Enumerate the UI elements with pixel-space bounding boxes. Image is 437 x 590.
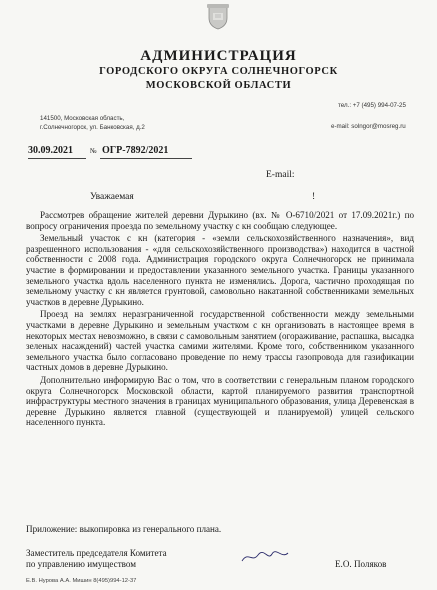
phone-number: тел.: +7 (495) 994-07-25 bbox=[338, 102, 406, 109]
greeting: Уважаемая bbox=[90, 192, 134, 202]
letter-date: 30.09.2021 bbox=[28, 145, 73, 156]
letter-number: ОГР-7892/2021 bbox=[102, 145, 169, 156]
address-line-1: 141500, Московская область, bbox=[40, 115, 125, 122]
letter-body bbox=[26, 210, 414, 428]
paragraph: Земельный участок с кн (категория - «земли сельскохозяйственного назначения», вид разрешенного использования - «для сельскохозяйственного производства») находится в частной собственности с 2008 года. Администрация городского округа Солнечногорск не принимала участие в формировании и предоставлении указанного земельного участка. Границы указанного земельного участка вдоль населенного пункта не изменялись. Дорога, частично проходящая по земельному участку с кн является грунтовой, самовольно накатанной собственниками земельных участков в деревне Дурыкино. bbox=[26, 233, 414, 307]
paragraph: Дополнительно информирую Вас о том, что в соответствии с генеральным планом городского округа Солнечногорск Московской области, картой планируемого развития транспортной инфраструктуры местного значения в границах муниципального образования, улица Деревенская в деревне Дурыкино является главной (существующей и планируемой) улицей сельского населенного пункта. bbox=[26, 374, 414, 428]
page-title: АДМИНИСТРАЦИЯ bbox=[140, 48, 297, 64]
greeting-end: ! bbox=[312, 192, 316, 202]
signer-position-1: Заместитель председателя Комитета bbox=[26, 548, 167, 558]
coat-of-arms-icon bbox=[207, 4, 229, 30]
date-underline bbox=[28, 158, 86, 159]
address-line-2: г.Солнечногорск, ул. Банковская, д.2 bbox=[40, 124, 145, 131]
signer-position-2: по управлению имуществом bbox=[26, 559, 137, 569]
attachment-note: Приложение: выкопировка из генерального плана. bbox=[26, 524, 222, 534]
org-subtitle-1: ГОРОДСКОГО ОКРУГА СОЛНЕЧНОГОРСК bbox=[99, 66, 338, 77]
number-underline bbox=[100, 158, 192, 159]
recipient-email-label: E-mail: bbox=[266, 170, 295, 180]
number-label: № bbox=[90, 147, 97, 155]
paragraph: Рассмотрев обращение жителей деревни Дурыкино (вх. № О-6710/2021 от 17.09.2021г.) по вопросу ограничения проезда по земельному участку с кн сообщаю следующее. bbox=[26, 210, 414, 231]
handwritten-signature-icon bbox=[240, 549, 290, 565]
org-subtitle-2: МОСКОВСКОЙ ОБЛАСТИ bbox=[145, 80, 292, 91]
footer-contacts: Е.В. Нурова А.А. Мишин 8(495)994-12-37 bbox=[26, 578, 137, 584]
signer-name: Е.О. Поляков bbox=[335, 559, 387, 569]
org-email: e-mail: solngor@mosreg.ru bbox=[331, 123, 406, 130]
paragraph: Проезд на землях неразграниченной государственной собственности между земельными участками в деревне Дурыкино и земельным участком с кн организовать в настоящее время в некоторых местах невозможно, в связи с самовольным занятием (огораживание, распашка, высадка зеленых насаждений) частей участка самими жителями. Кроме того, собственником указанного земельного участка было согласовано проведение по нему трассы газопровода для газификации частных домов в деревне Дурыкино. bbox=[26, 309, 414, 373]
